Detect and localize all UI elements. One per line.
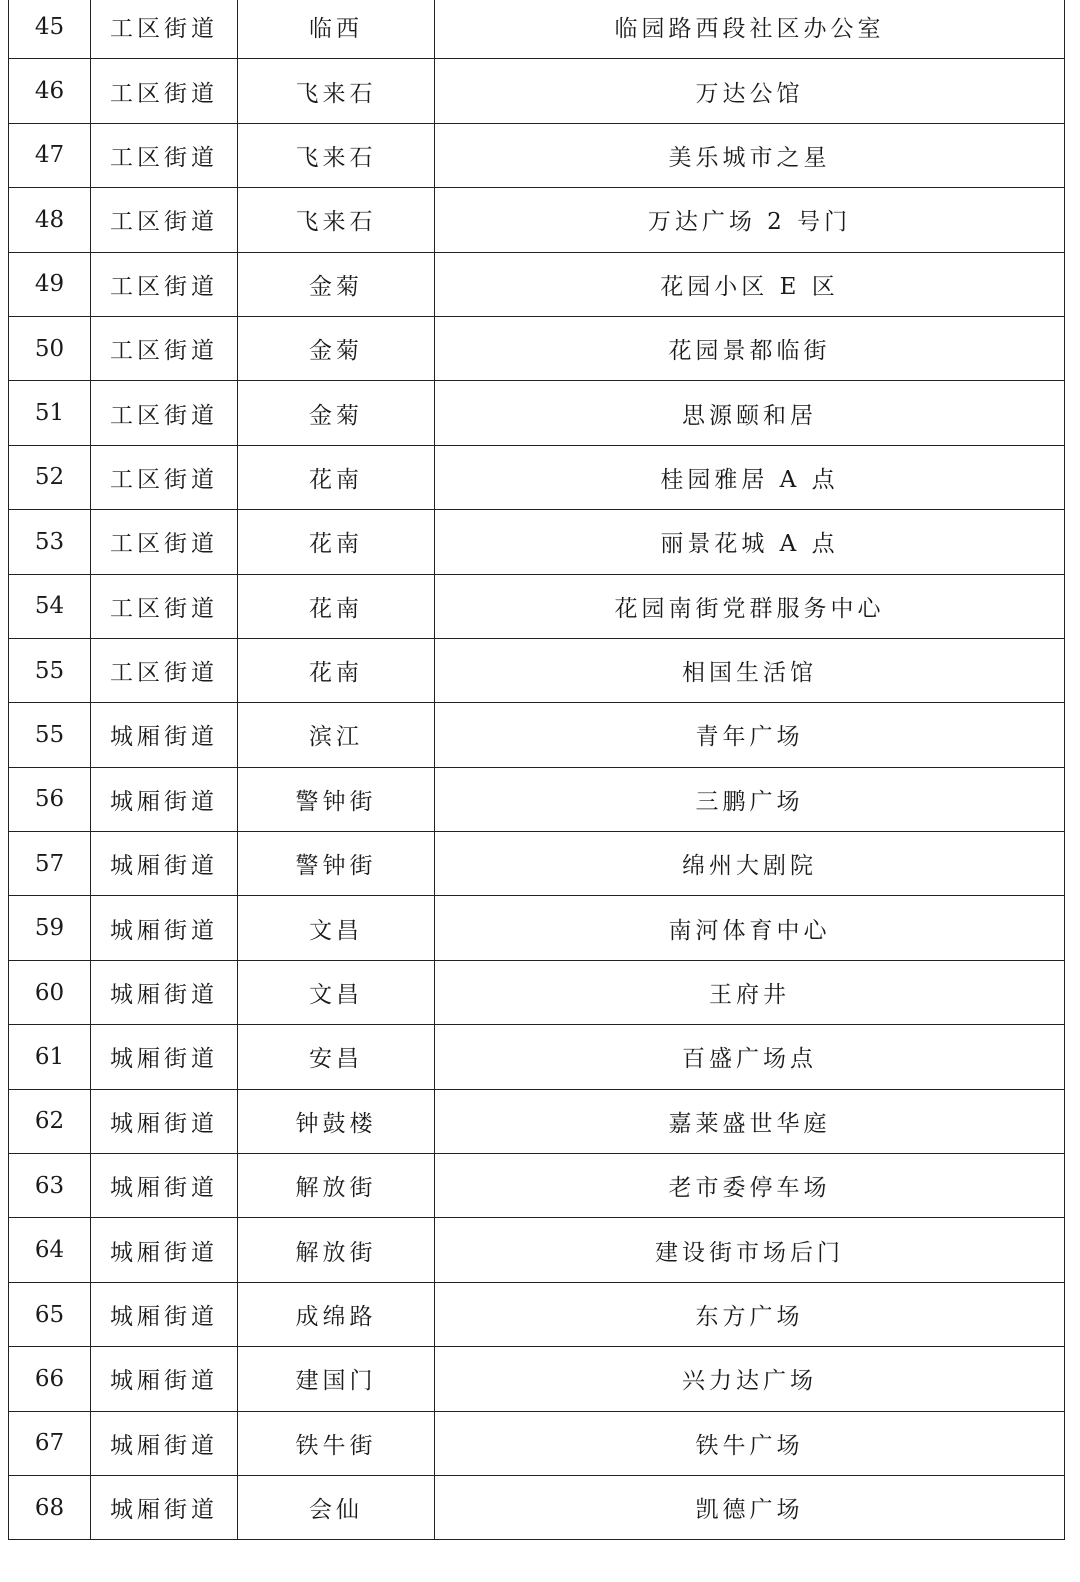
row-number-cell: 56	[9, 767, 91, 831]
street-cell: 工区街道	[91, 316, 238, 380]
community-cell: 解放街	[238, 1154, 435, 1218]
community-cell: 铁牛街	[238, 1411, 435, 1475]
table-row	[9, 123, 1065, 187]
table-row	[9, 252, 1065, 316]
location-cell: 铁牛广场	[435, 1411, 1065, 1475]
location-cell: 建设街市场后门	[435, 1218, 1065, 1282]
table-row	[9, 574, 1065, 638]
location-cell: 丽景花城 A 点	[435, 510, 1065, 574]
street-cell: 工区街道	[91, 252, 238, 316]
community-cell: 花南	[238, 510, 435, 574]
community-cell: 警钟街	[238, 767, 435, 831]
row-number-cell: 65	[9, 1282, 91, 1346]
table-row	[9, 510, 1065, 574]
street-cell: 城厢街道	[91, 832, 238, 896]
location-table	[8, 0, 1065, 1540]
community-cell: 会仙	[238, 1475, 435, 1539]
location-cell: 百盛广场点	[435, 1025, 1065, 1089]
table-row	[9, 638, 1065, 702]
row-number-cell: 51	[9, 381, 91, 445]
row-number-cell: 57	[9, 832, 91, 896]
row-number-cell: 63	[9, 1154, 91, 1218]
location-cell: 万达广场 2 号门	[435, 188, 1065, 252]
table-row	[9, 703, 1065, 767]
street-cell: 工区街道	[91, 445, 238, 509]
row-number-cell: 55	[9, 703, 91, 767]
table-row	[9, 1411, 1065, 1475]
community-cell: 警钟街	[238, 832, 435, 896]
row-number-cell: 54	[9, 574, 91, 638]
table-row	[9, 960, 1065, 1024]
location-cell: 南河体育中心	[435, 896, 1065, 960]
row-number-cell: 61	[9, 1025, 91, 1089]
community-cell: 金菊	[238, 381, 435, 445]
street-cell: 工区街道	[91, 638, 238, 702]
table-row	[9, 896, 1065, 960]
street-cell: 工区街道	[91, 510, 238, 574]
street-cell: 城厢街道	[91, 1411, 238, 1475]
street-cell: 城厢街道	[91, 1475, 238, 1539]
community-cell: 滨江	[238, 703, 435, 767]
table-row	[9, 316, 1065, 380]
location-cell: 老市委停车场	[435, 1154, 1065, 1218]
row-number-cell: 53	[9, 510, 91, 574]
street-cell: 城厢街道	[91, 1025, 238, 1089]
location-cell: 东方广场	[435, 1282, 1065, 1346]
community-cell: 解放街	[238, 1218, 435, 1282]
table-body	[9, 0, 1065, 1540]
community-cell: 安昌	[238, 1025, 435, 1089]
location-cell: 凯德广场	[435, 1475, 1065, 1539]
row-number-cell: 66	[9, 1347, 91, 1411]
row-number-cell: 67	[9, 1411, 91, 1475]
row-number-cell: 64	[9, 1218, 91, 1282]
row-number-cell: 55	[9, 638, 91, 702]
row-number-cell: 52	[9, 445, 91, 509]
row-number-cell: 68	[9, 1475, 91, 1539]
community-cell: 文昌	[238, 896, 435, 960]
location-cell: 临园路西段社区办公室	[435, 0, 1065, 59]
community-cell: 飞来石	[238, 123, 435, 187]
community-cell: 建国门	[238, 1347, 435, 1411]
community-cell: 金菊	[238, 316, 435, 380]
location-cell: 兴力达广场	[435, 1347, 1065, 1411]
row-number-cell: 62	[9, 1089, 91, 1153]
location-cell: 相国生活馆	[435, 638, 1065, 702]
row-number-cell: 50	[9, 316, 91, 380]
street-cell: 城厢街道	[91, 960, 238, 1024]
location-cell: 嘉莱盛世华庭	[435, 1089, 1065, 1153]
street-cell: 城厢街道	[91, 767, 238, 831]
community-cell: 花南	[238, 638, 435, 702]
table-row	[9, 767, 1065, 831]
street-cell: 工区街道	[91, 123, 238, 187]
row-number-cell: 46	[9, 59, 91, 123]
community-cell: 文昌	[238, 960, 435, 1024]
location-cell: 花园南街党群服务中心	[435, 574, 1065, 638]
location-cell: 花园景都临街	[435, 316, 1065, 380]
table-row	[9, 445, 1065, 509]
street-cell: 工区街道	[91, 0, 238, 59]
table-row	[9, 188, 1065, 252]
street-cell: 城厢街道	[91, 703, 238, 767]
row-number-cell: 49	[9, 252, 91, 316]
location-cell: 万达公馆	[435, 59, 1065, 123]
table-row	[9, 381, 1065, 445]
table-row	[9, 1218, 1065, 1282]
table-row	[9, 1154, 1065, 1218]
community-cell: 成绵路	[238, 1282, 435, 1346]
community-cell: 临西	[238, 0, 435, 59]
street-cell: 城厢街道	[91, 1282, 238, 1346]
street-cell: 工区街道	[91, 381, 238, 445]
row-number-cell: 48	[9, 188, 91, 252]
table-row	[9, 1347, 1065, 1411]
table-row	[9, 59, 1065, 123]
table-row	[9, 0, 1065, 59]
table-row	[9, 832, 1065, 896]
street-cell: 城厢街道	[91, 1347, 238, 1411]
street-cell: 工区街道	[91, 188, 238, 252]
row-number-cell: 45	[9, 0, 91, 59]
street-cell: 城厢街道	[91, 896, 238, 960]
row-number-cell: 59	[9, 896, 91, 960]
street-cell: 城厢街道	[91, 1154, 238, 1218]
location-cell: 青年广场	[435, 703, 1065, 767]
street-cell: 城厢街道	[91, 1089, 238, 1153]
table-row	[9, 1025, 1065, 1089]
community-cell: 花南	[238, 445, 435, 509]
community-cell: 飞来石	[238, 59, 435, 123]
table-row	[9, 1089, 1065, 1153]
table-row	[9, 1282, 1065, 1346]
location-cell: 花园小区 E 区	[435, 252, 1065, 316]
location-cell: 思源颐和居	[435, 381, 1065, 445]
location-cell: 三鹏广场	[435, 767, 1065, 831]
table-row	[9, 1475, 1065, 1539]
location-cell: 王府井	[435, 960, 1065, 1024]
row-number-cell: 47	[9, 123, 91, 187]
row-number-cell: 60	[9, 960, 91, 1024]
community-cell: 花南	[238, 574, 435, 638]
location-cell: 桂园雅居 A 点	[435, 445, 1065, 509]
community-cell: 金菊	[238, 252, 435, 316]
street-cell: 工区街道	[91, 574, 238, 638]
location-cell: 绵州大剧院	[435, 832, 1065, 896]
community-cell: 钟鼓楼	[238, 1089, 435, 1153]
street-cell: 工区街道	[91, 59, 238, 123]
street-cell: 城厢街道	[91, 1218, 238, 1282]
community-cell: 飞来石	[238, 188, 435, 252]
location-cell: 美乐城市之星	[435, 123, 1065, 187]
